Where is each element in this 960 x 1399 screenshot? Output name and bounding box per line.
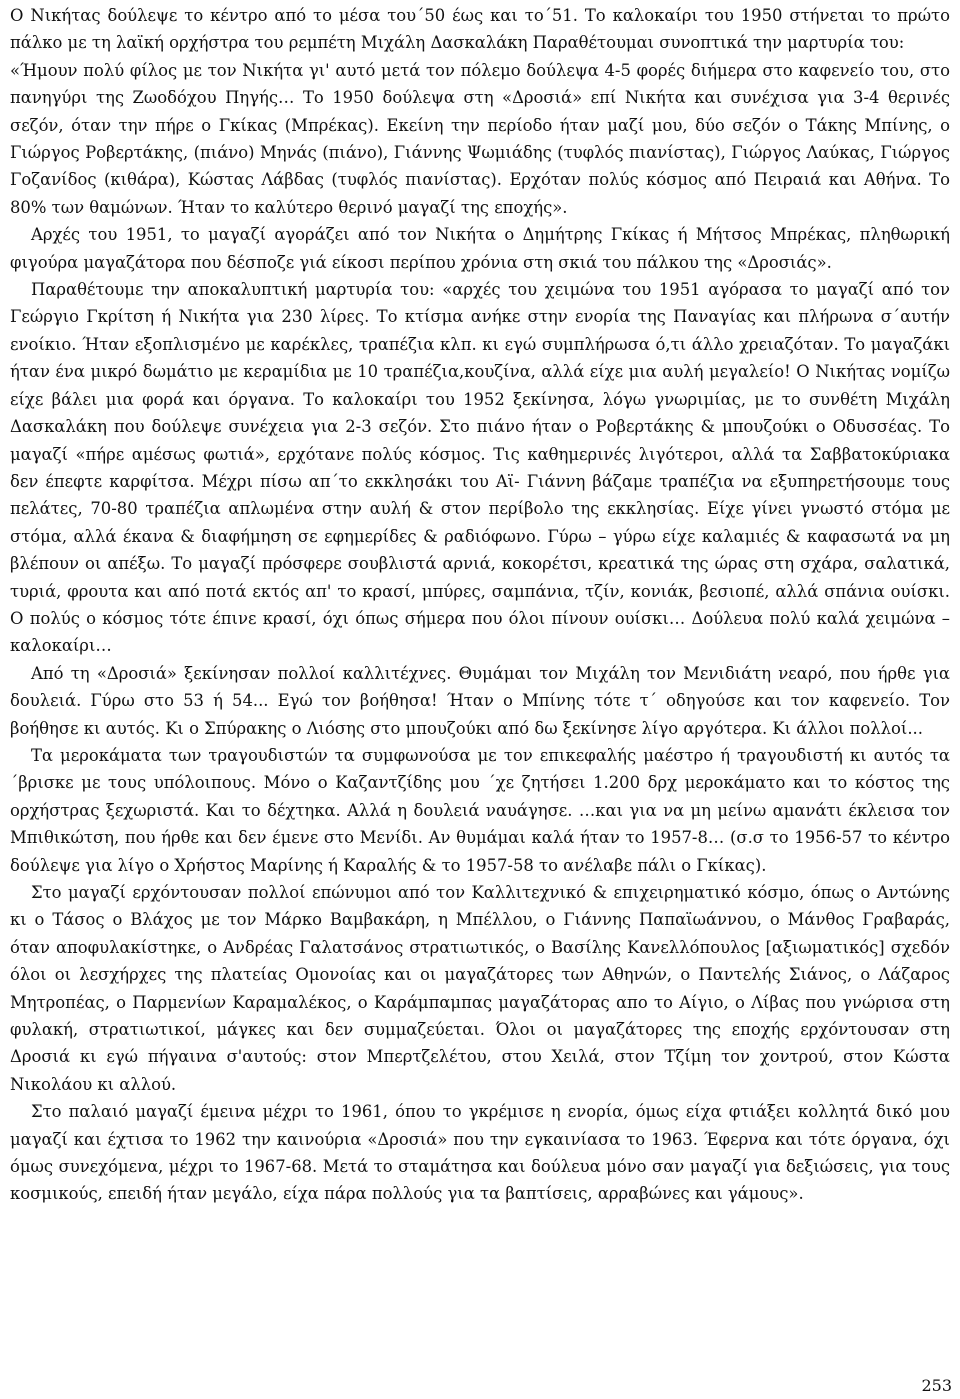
paragraph-gikas-testimony: Παραθέτουμε την αποκαλυπτική μαρτυρία του: «αρχές του χειμώνα του 1951 αγόρασα το μαγαζί από τον Γεώργιο Γκρίτση ή Νικήτα για 230 λίρες. Το κτίσμα ανήκε στην ενορία της Παναγίας και πλήρωνα σ΄αυτήν ενοίκιο. Ήταν εξοπλισμένο με καρέκλες, τραπέζια κλπ. κι εγώ συμπλήρωσα ό,τι άλλο χρειαζόταν. Το μαγαζάκι ήταν ένα μικρό δωμάτιο με κεραμίδια με 10 τραπέζια,κουζίνα, αλλά είχε μια αυλή μεγαλείο! Ο Νικήτας νομίζω είχε βάλει μια φορά και όργανα. Το καλοκαίρι του 1952 ξεκίνησα, λόγω γνωριμίας, με το συνθέτη Μιχάλη Δασκαλάκη που δούλεψε συνέχεια για 2-3 σεζόν. Στο πιάνο ήταν ο Ροβερτάκης & μπουζούκι ο Οδυσσέας. Το μαγαζί «πήρε αμέσως φωτιά», ερχότανε πολύς κόσμος. Τις καθημερινές λιγότεροι, αλλά τα Σαββατοκύριακα δεν έπεφτε καρφίτσα. Μέχρι πίσω απ΄το εκκλησάκι του Αϊ- Γιάννη βάζαμε τραπέζια να εξυπηρετήσουμε τους πελάτες, 70-80 τραπέζια απλωμένα στην αυλή & στον περίβολο της εκκλησίας. Είχε γίνει γνωστό στόμα με στόμα, αλλά έκανα & διαφήμηση σε εφημερίδες & ραδιόφωνο. Γύρω – γύρω είχε καλαμιές & καφασωτά να μη βλέπουν οι απέξω. Το μαγαζί πρόσφερε σουβλιστά αρνιά, κοκορέτσι, κρεατικά της ώρας στη σχάρα, σαλατικά, τυριά, φρουτα και από ποτά εκτός απ' το κρασί, μπύρες, σαμπάνια, τζίν, κονιάκ, βεσιοπέ, αλλά σπάνια ουίσκι. Ο πολύς ο κόσμος τότε έπινε κρασί, όχι όπως σήμερα που όλοι πίνουν ουίσκι… Δούλευα πολύ καλά χειμώνα –καλοκαίρι… (10, 280, 950, 656)
paragraph-gikas-purchase: Αρχές του 1951, το μαγαζί αγοράζει από τον Νικήτα ο Δημήτρης Γκίκας ή Μήτσος Μπρέκας, πληθωρική φιγούρα μαγαζάτορα που δέσποζε γιά είκοσι περίπου χρόνια στη σκιά του πάλκου της «Δροσιάς». (10, 225, 950, 272)
paragraph-new-drosia: Στο παλαιό μαγαζί έμεινα μέχρι το 1961, όπου το γκρέμισε η ενορία, όμως είχα φτιάξει κολλητά δικό μου μαγαζί και έχτισα το 1962 την καινούρια «Δροσιά» που την εγκαινίασα το 1963. Έφερνα και τότε όργανα, όχι όμως συνεχόμενα, μέχρι το 1967-68. Μετά το σταμάτησα και δούλευα μόνο σαν μαγαζί για δεξιώσεις, για τους κοσμικούς, επειδή ήταν μεγάλο, είχα πάρα πολλούς για τα βαπτίσεις, αρραβώνες και γάμους». (10, 1102, 950, 1204)
paragraph-intro: Ο Νικήτας δούλεψε το κέντρο από το μέσα του΄50 έως και το΄51. Το καλοκαίρι του 1950 στήνεται το πρώτο πάλκο με τη λαϊκή ορχήστρα του ρεμπέτη Μιχάλη Δασκαλάκη Παραθέτουμαι συνοπτικά την μαρτυρία του: (10, 6, 950, 53)
paragraph-wages: Τα μεροκάματα των τραγουδιστών τα συμφωνούσα με τον επικεφαλής μαέστρο ή τραγουδιστή κι αυτός τα ΄βρισκε με τους υπόλοιπους. Μόνο ο Καζαντζίδης μου ΄χε ζητήσει 1.200 δρχ μεροκάματο και το κόστος της ορχήστρας ξεχωριστά. Και το δέχτηκα. Αλλά η δουλειά ναυάγησε. …και για να μη μείνω αμανάτι έκλεισα τον Μπιθικώτση, που ήρθε και δεν έμενε στο Μενίδι. Αν θυμάμαι καλά ήταν το 1957-8… (σ.σ το 1956-57 το κέντρο δούλεψε για λίγο ο Χρήστος Μαρίνης ή Καραλής & το 1957-58 το ανέλαβε πάλι ο Γκίκας). (10, 745, 950, 875)
paragraph-artists: Από τη «Δροσιά» ξεκίνησαν πολλοί καλλιτέχνες. Θυμάμαι τον Μιχάλη τον Μενιδιάτη νεαρό, που ήρθε για δουλειά. Γύρω στο 53 ή 54... Εγώ τον βοήθησα! Ήταν ο Μπίνης τότε τ΄ οδηγούσε και τον καφενείο. Τον βοήθησε κι αυτός. Κι ο Σπύρακης ο Λιόσης στο μπουζούκι από δω ξεκίνησε λίγο αργότερα. Κι άλλοι πολλοί... (10, 663, 950, 738)
paragraph-daskalakis-testimony: «Ήμουν πολύ φίλος με τον Νικήτα γι' αυτό μετά τον πόλεμο δούλεψα 4-5 φορές διήμερα στο καφενείο του, στο πανηγύρι της Ζωοδόχου Πηγής… Το 1950 δούλεψα στη «Δροσιά» επί Νικήτα και συνέχισα για 3-4 θερινές σεζόν, όταν την πήρε ο Γκίκας (Μπρέκας). Εκείνη την περίοδο ήταν μαζί μου, δύο σεζόν ο Τάκης Μπίνης, ο Γιώργος Ροβερτάκης, (πιάνο) Μηνάς (πιάνο), Γιάννης Ψωμιάδης (τυφλός πιανίστας), Γιώργος Λαύκας, Γιώργος Γοζανίδος (κιθάρα), Κώστας Λάβδας (τυφλός πιανίστας). Ερχόταν πολύς κόσμος από Πειραιά και Αθήνα. Το 80% των θαμώνων. Ήταν το καλύτερο θερινό μαγαζί της εποχής». (10, 60, 950, 217)
paragraph-famous-visitors: Στο μαγαζί ερχόντουσαν πολλοί επώνυμοι από τον Καλλιτεχνικό & επιχειρηματικό κόσμο, όπως ο Αντώνης κι ο Τάσος ο Βλάχος με τον Μάρκο Βαμβακάρη, η Μπέλλου, ο Γιάννης Παπαϊωάννου, ο Μάνθος Γραβαράς, όταν αποφυλακίστηκε, ο Ανδρέας Γαλατσάνος στρατιωτικός, ο Βασίλης Κανελλόπουλος [αξιωματικός] σχεδόν όλοι οι λεσχήρχες της πλατείας Ομονοίας και οι μαγαζάτορες των Αθηνών, ο Παντελής Σιάνος, ο Λάζαρος Μητροπέας, ο Παρμενίων Καραμαλέκος, ο Καράμπαμπας μαγαζάτορας απο το Αίγιο, ο Λίβας που γνώρισα στη φυλακή, στρατιωτικοί, μάγκες και δεν συμμαζεύεται. Όλοι οι μαγαζάτορες της εποχής ερχόντουσαν στη Δροσιά κι εγώ πήγαινα σ'αυτούς: στον Μπερτζελέτου, στου Χειλά, στον Τζίμη τον χοντρού, στον Κώστα Νικολάου κι αλλού. (10, 883, 950, 1094)
page-number: 253 (921, 1376, 952, 1395)
